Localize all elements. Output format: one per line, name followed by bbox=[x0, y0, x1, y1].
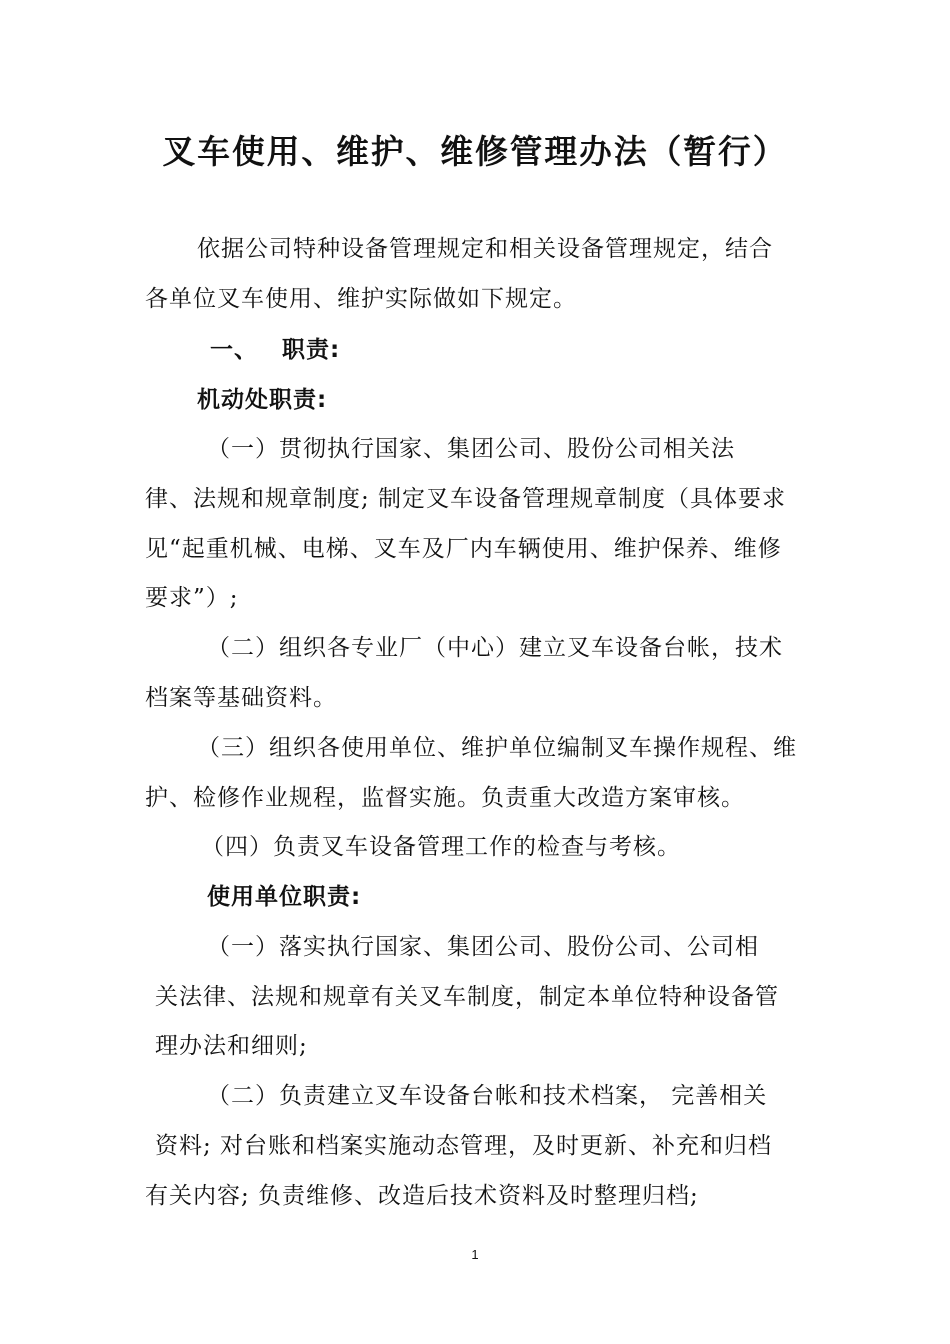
shiyong-item-1-line-2: 关法律、法规和规章有关叉车制度，制定本单位特种设备管 bbox=[155, 984, 779, 1010]
jidong-item-3-line-2: 护、检修作业规程，监督实施。负责重大改造方案审核。 bbox=[145, 785, 745, 811]
jidong-item-2-line-1: （二）组织各专业厂（中心）建立叉车设备台帐，技术 bbox=[207, 635, 783, 661]
shiyong-item-2-line-1: （二）负责建立叉车设备台帐和技术档案， 完善相关 bbox=[207, 1083, 768, 1109]
intro-line-1: 依据公司特种设备管理规定和相关设备管理规定，结合 bbox=[197, 236, 773, 262]
section-1-title: 职责: bbox=[282, 337, 341, 363]
shiyong-item-1-line-3: 理办法和细则; bbox=[155, 1033, 308, 1059]
jidong-item-2-line-2: 档案等基础资料。 bbox=[145, 685, 337, 711]
jidong-item-4-line-1: （四）负责叉车设备管理工作的检查与考核。 bbox=[201, 834, 681, 860]
jidong-item-1-line-4: 要求”）; bbox=[145, 585, 239, 611]
jidong-item-1-line-2: 律、法规和规章制度; 制定叉车设备管理规章制度（具体要求 bbox=[145, 486, 787, 512]
section-1-number: 一、 bbox=[210, 337, 258, 363]
jidong-item-1-line-1: （一）贯彻执行国家、集团公司、股份公司相关法 bbox=[207, 436, 735, 462]
shiyong-item-2-line-3: 有关内容; 负责维修、改造后技术资料及时整理归档; bbox=[145, 1183, 699, 1209]
shiyong-item-1-line-1: （一）落实执行国家、集团公司、股份公司、公司相 bbox=[207, 934, 759, 960]
intro-line-2: 各单位叉车使用、维护实际做如下规定。 bbox=[145, 286, 577, 312]
document-title: 叉车使用、维护、维修管理办法（暂行） bbox=[162, 133, 788, 171]
page-number: 1 bbox=[471, 1247, 479, 1262]
jidong-item-3-line-1: （三）组织各使用单位、维护单位编制叉车操作规程、维 bbox=[197, 735, 797, 761]
shiyong-item-2-line-2: 资料; 对台账和档案实施动态管理，及时更新、补充和归档 bbox=[155, 1133, 773, 1159]
jidong-item-1-line-3: 见“起重机械、电梯、叉车及厂内车辆使用、维护保养、维修 bbox=[145, 536, 782, 562]
shiyong-heading: 使用单位职责: bbox=[207, 884, 362, 910]
jidong-heading: 机动处职责: bbox=[197, 387, 328, 413]
